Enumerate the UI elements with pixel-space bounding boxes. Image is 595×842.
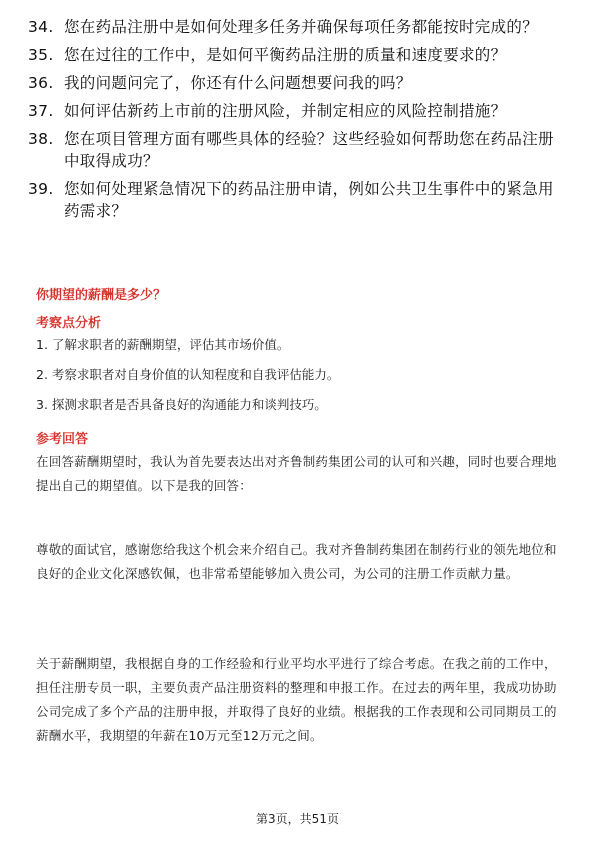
question-number: 39. <box>28 180 54 198</box>
analysis-point: 2. 考察求职者对自身价值的认知程度和自我评估能力。 <box>36 367 340 382</box>
question-text: 我的问题问完了，你还有什么问题想要问我的吗？ <box>64 74 412 92</box>
question-number: 36. <box>28 74 54 92</box>
question-text: 如何评估新药上市前的注册风险，并制定相应的风险控制措施？ <box>64 102 507 120</box>
page-footer: 第3页，共51页 <box>256 812 339 826</box>
analysis-heading: 考察点分析 <box>36 316 102 331</box>
answer-paragraph: 尊敬的面试官，感谢您给我这个机会来介绍自己。我对齐鲁制药集团在制药行业的领先地位和良好的企业文化深感钦佩，也非常希望能够加入贵公司，为公司的注册工作贡献力量。 <box>36 542 557 581</box>
question-item <box>28 16 568 38</box>
question-item <box>28 72 568 94</box>
answer-paragraph: 关于薪酬期望，我根据自身的工作经验和行业平均水平进行了综合考虑。在我之前的工作中，担任注册专员一职，主要负责产品注册资料的整理和申报工作。在过去的两年里，我成功协助公司完成了多个产品的注册申报，并取得了良好的业绩。根据我的工作表现和公司同期员工的薪酬水平，我期望的年薪在10万元至12万元之间。 <box>36 656 557 743</box>
question-item <box>28 178 568 222</box>
question-list <box>28 16 568 228</box>
question-text: 您如何处理紧急情况下的药品注册申请，例如公共卫生事件中的紧急用药需求？ <box>64 180 554 220</box>
analysis-point: 1. 了解求职者的薪酬期望，评估其市场价值。 <box>36 337 290 352</box>
question-text: 您在药品注册中是如何处理多任务并确保每项任务都能按时完成的？ <box>64 18 539 36</box>
answer-paragraph: 在回答薪酬期望时，我认为首先要表达出对齐鲁制药集团公司的认可和兴趣，同时也要合理地提出自己的期望值。以下是我的回答： <box>36 454 557 493</box>
question-number: 37. <box>28 102 54 120</box>
question-item <box>28 44 568 66</box>
question-item <box>28 128 568 172</box>
question-number: 34. <box>28 18 54 36</box>
question-item <box>28 100 568 122</box>
question-text: 您在项目管理方面有哪些具体的经验？这些经验如何帮助您在药品注册中取得成功？ <box>64 130 554 170</box>
question-number: 35. <box>28 46 54 64</box>
analysis-point: 3. 探测求职者是否具备良好的沟通能力和谈判技巧。 <box>36 397 327 412</box>
answer-heading: 参考回答 <box>36 432 89 447</box>
salary-heading: 你期望的薪酬是多少？ <box>36 288 167 303</box>
question-text: 您在过往的工作中，是如何平衡药品注册的质量和速度要求的？ <box>64 46 507 64</box>
question-number: 38. <box>28 130 54 148</box>
